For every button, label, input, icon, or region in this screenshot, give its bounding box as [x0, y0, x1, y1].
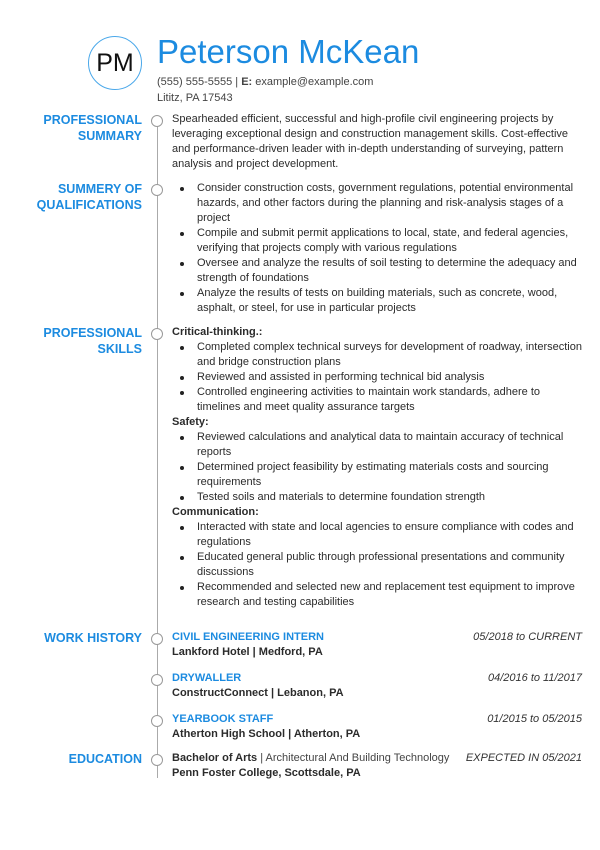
- skill-group-title: Critical-thinking.:: [172, 326, 263, 338]
- section-work-history: [0, 630, 600, 742]
- job-dates: 04/2016 to 11/2017: [488, 672, 582, 684]
- job-title: CIVIL ENGINEERING INTERN: [172, 631, 324, 643]
- education-dates: EXPECTED IN 05/2021: [465, 752, 582, 764]
- timeline-node-icon: [151, 328, 163, 340]
- section-label: WORK HISTORY: [44, 631, 142, 645]
- job-entry: [172, 630, 582, 660]
- timeline-node-icon: [151, 184, 163, 196]
- section-education: [0, 751, 600, 781]
- section-label: PROFESSIONAL SUMMARY: [43, 113, 142, 143]
- job-company: Atherton High School | Atherton, PA: [172, 728, 361, 740]
- qualifications-list: [172, 181, 582, 316]
- section-summary: [0, 112, 600, 172]
- timeline-node-icon: [151, 754, 163, 766]
- timeline-node-icon: [151, 715, 163, 727]
- timeline-node-icon: [151, 633, 163, 645]
- list-item: Reviewed calculations and analytical data to maintain accuracy of technical reports: [172, 430, 582, 460]
- list-item: Reviewed and assisted in performing technical bid analysis: [172, 370, 582, 385]
- list-item: Interacted with state and local agencies to ensure compliance with codes and regulations: [172, 520, 582, 550]
- section-label: SUMMERY OF QUALIFICATIONS: [36, 182, 142, 212]
- timeline-node-icon: [151, 115, 163, 127]
- list-item: Completed complex technical surveys for development of roadway, intersection and bridge construction plans: [172, 340, 582, 370]
- job-entry: [172, 712, 582, 742]
- school: Penn Foster College, Scottsdale, PA: [172, 767, 361, 779]
- list-item: Recommended and selected new and replacement test equipment to improve research and testing capabilities: [172, 580, 582, 610]
- job-entry: [172, 671, 582, 701]
- section-skills: [0, 325, 600, 610]
- phone: (555) 555-5555: [157, 76, 233, 88]
- contact-info: (555) 555-5555 | E: example@example.com Lititz, PA 17543: [157, 76, 374, 104]
- section-label: EDUCATION: [68, 752, 142, 766]
- education-entry: [172, 751, 582, 781]
- job-title: YEARBOOK STAFF: [172, 713, 274, 725]
- list-item: Oversee and analyze the results of soil testing to determine the adequacy and strength of foundations: [172, 256, 582, 286]
- skill-group-title: Communication:: [172, 506, 259, 518]
- timeline-node-icon: [151, 674, 163, 686]
- list-item: Educated general public through professional presentations and community discussions: [172, 550, 582, 580]
- list-item: Analyze the results of tests on building materials, such as concrete, wood, asphalt, or steel, for use in particular projects: [172, 286, 582, 316]
- email-label: E:: [241, 76, 253, 88]
- email: example@example.com: [255, 76, 374, 88]
- skills-list: [172, 325, 582, 610]
- jobs-list: [172, 630, 582, 742]
- skill-group-title: Safety:: [172, 416, 209, 428]
- job-dates: 05/2018 to CURRENT: [473, 631, 582, 643]
- job-title: DRYWALLER: [172, 672, 242, 684]
- section-label: PROFESSIONAL SKILLS: [43, 326, 142, 356]
- section-qualifications: [0, 181, 600, 316]
- degree: Bachelor of Arts: [172, 752, 258, 764]
- field-of-study: | Architectural And Building Technology: [260, 752, 450, 764]
- job-company: Lankford Hotel | Medford, PA: [172, 646, 323, 658]
- job-company: ConstructConnect | Lebanon, PA: [172, 687, 344, 699]
- job-dates: 01/2015 to 05/2015: [487, 713, 582, 725]
- list-item: Determined project feasibility by estimating materials costs and sourcing requirements: [172, 460, 582, 490]
- candidate-name: Peterson McKean: [157, 33, 420, 70]
- address: Lititz, PA 17543: [157, 92, 233, 104]
- list-item: Tested soils and materials to determine foundation strength: [172, 490, 582, 505]
- list-item: Compile and submit permit applications to local, state, and federal agencies, verifying that projects comply with various regulations: [172, 226, 582, 256]
- list-item: Controlled engineering activities to maintain work standards, adhere to timelines and meet quality assurance targets: [172, 385, 582, 415]
- monogram-avatar: PM: [88, 36, 142, 90]
- summary-text: Spearheaded efficient, successful and high-profile civil engineering projects by leveraging exceptional design and construction management skills. Cost-effective and performance-driven leader with in-depth understanding of surveying, pattern analysis and project development.: [172, 113, 569, 170]
- list-item: Consider construction costs, government regulations, potential environmental hazards, and other factors during the planning and risk-analysis stages of a project: [172, 181, 582, 226]
